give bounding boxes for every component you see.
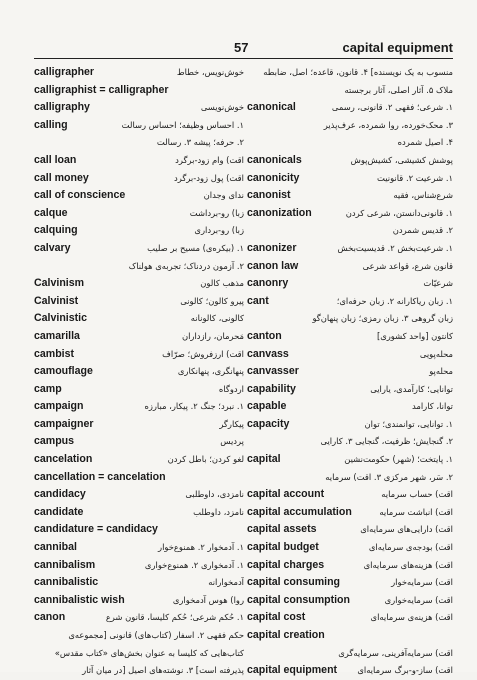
definition: ۱. حُکم شرعی؛ حُکم کلیسا، قانون شرع [105, 612, 244, 623]
right-column [247, 64, 453, 680]
dictionary-entry [34, 592, 244, 610]
definition: ۱. آدمخوار ۲. همنوع‌خوار [158, 542, 244, 553]
dictionary-entry [34, 662, 244, 680]
dictionary-entry [34, 170, 244, 188]
headword: capital charges [247, 558, 325, 571]
dictionary-entry [247, 64, 453, 82]
definition: پیرو کالون؛ کالونی [180, 295, 244, 306]
headword: capital [247, 453, 281, 466]
headword: call money [34, 171, 89, 184]
definition: توانا، کارامد [411, 401, 453, 412]
definition: شرعیّات [423, 278, 453, 289]
definition: ۲. آزمون دردناک؛ تجربه‌ی هولناک [128, 260, 244, 271]
definition: مَحرمان، رازداران [181, 330, 244, 341]
definition: ۱. آدمخواری ۲. همنوع‌خواری [144, 559, 244, 570]
headword: cannibalism [34, 558, 96, 571]
definition: ندای وجدان [203, 190, 244, 201]
dictionary-entry [247, 328, 453, 346]
dictionary-entry [247, 416, 453, 434]
headword: canonization [247, 206, 312, 219]
page-header [34, 40, 453, 58]
dictionary-entry [34, 275, 244, 293]
dictionary-entry [247, 310, 453, 328]
dictionary-entry [247, 222, 453, 240]
dictionary-entry [34, 557, 244, 575]
definition: قانون شرع، قواعد شرعی [362, 260, 453, 271]
headword: canonist [247, 189, 291, 202]
page-number: 57 [234, 40, 249, 55]
dictionary-entry [247, 539, 453, 557]
dictionary-entry [247, 381, 453, 399]
dictionary-entry [247, 170, 453, 188]
dictionary-entry [247, 346, 453, 364]
definition: کانتون [واحد کشوری] [376, 330, 453, 341]
headword: candidacy [34, 488, 86, 501]
dictionary-entry [34, 187, 244, 205]
headword: Calvinistic [34, 312, 87, 325]
definition: پنهانگری، پنهانکاری [177, 366, 244, 377]
definition: اقت) سرمایه‌خواری [384, 594, 453, 605]
definition: ۱. شرعی؛ فقهی ۲. قانونی، رسمی [331, 102, 453, 113]
headword: calligraphy [34, 101, 90, 114]
definition: اقت) هزینه‌ی سرمایه‌ای [370, 612, 453, 623]
definition: ۲. گنجایش؛ ظرفیت، گنجایی ۳. کارایی [320, 436, 453, 447]
headword: candidature = candidacy [34, 523, 158, 536]
dictionary-entry [34, 64, 244, 82]
headword: cannibalistic [34, 576, 99, 589]
definition: ۱. شرعیت ۲. قانونیت [377, 172, 453, 183]
definition: زبا) رو-برداشت [189, 207, 244, 218]
dictionary-entry [34, 222, 244, 240]
dictionary-entry [34, 363, 244, 381]
definition: خوش‌نویس، خطاط [176, 67, 244, 77]
definition: اقت) انباشت سرمایه [379, 506, 453, 517]
definition: اقت) سرمایه‌آفرینی، سرمایه‌گری [338, 647, 453, 658]
definition: اقت) وام زود-برگرد [175, 154, 244, 165]
dictionary-entry [247, 469, 453, 487]
definition: ۱. توانایی، توانمندی؛ توان [364, 418, 453, 429]
definition: پذیرفته است] ۳. نوشته‌های اصیل [در میان آثار [82, 665, 244, 676]
dictionary-entry [34, 504, 244, 522]
headword: calling [34, 118, 68, 131]
definition: پوشش کشیشی، کشیش‌پوش [350, 154, 453, 165]
definition: اقت) پول زود-برگرد [173, 172, 244, 183]
definition: ۱. نبرد؛ جنگ ۲. پیکار، مبارزه [144, 401, 244, 412]
dictionary-entry [247, 627, 453, 645]
definition: اقت) حساب سرمایه [381, 489, 453, 500]
headword: canonizer [247, 241, 297, 254]
dictionary-entry [247, 504, 453, 522]
dictionary-entry [34, 346, 244, 364]
dictionary-entry [247, 134, 453, 152]
definition: لغو کردن؛ باطل کردن [167, 454, 244, 465]
headword: camouflage [34, 365, 93, 378]
dictionary-entry [34, 152, 244, 170]
dictionary-entry [34, 293, 244, 311]
headword: call loan [34, 153, 77, 166]
definition: محله‌پو [429, 366, 453, 377]
definition: ۱. زبان ریاکارانه ۲. زبان حرفه‌ای؛ [336, 295, 453, 306]
dictionary-entry [247, 662, 453, 680]
definition: اردوگاه [218, 383, 244, 394]
headword: capital accumulation [247, 505, 352, 518]
headword: capable [247, 400, 287, 413]
dictionary-entry [247, 609, 453, 627]
headword: cannibal [34, 541, 77, 554]
dictionary-entry [34, 486, 244, 504]
headword: capability [247, 382, 296, 395]
dictionary-entry [34, 381, 244, 399]
definition: روا) هوس آدمخواری [172, 594, 244, 605]
headword: canon [34, 611, 66, 624]
dictionary-entry [247, 187, 453, 205]
definition: زبا) رو-برداری [194, 225, 244, 236]
headword: cancelation [34, 453, 93, 466]
definition: ۱. قانونی‌دانستن، شرعی کردن [345, 207, 453, 218]
dictionary-entry [34, 310, 244, 328]
definition: توانایی؛ کارآمدی، یارایی [370, 383, 453, 394]
headword: Calvinist [34, 294, 79, 307]
dictionary-entry [34, 82, 244, 100]
headword: canonry [247, 277, 289, 290]
definition: مذهب کالون [200, 278, 244, 289]
dictionary-entry [247, 363, 453, 381]
dictionary-entry [34, 469, 244, 487]
dictionary-entry [34, 398, 244, 416]
dictionary-entry [34, 539, 244, 557]
headword: candidate [34, 505, 84, 518]
definition: آدمخوارانه [208, 577, 244, 588]
headword: calligrapher [34, 66, 95, 78]
definition: اقت) بودجه‌ی سرمایه‌ای [368, 542, 453, 553]
definition: ۱. احساس وظیفه؛ احساس رسالت [121, 119, 244, 130]
definition: ۲. حرفه؛ پیشه ۳. رسالت [156, 137, 244, 148]
dictionary-entry [247, 557, 453, 575]
headword: calque [34, 206, 68, 219]
definition: کتاب‌هایی که کلیسا به عنوان بخش‌های «کتاب مقدس» [54, 647, 244, 658]
definition: اقت) سرمایه‌خوار [391, 577, 453, 588]
headword: Calvinism [34, 277, 85, 290]
headword: calvary [34, 241, 71, 254]
headword: call of conscience [34, 189, 126, 202]
dictionary-entry [34, 433, 244, 451]
definition: اقت) ساز-و-برگ سرمایه‌ای [357, 665, 453, 676]
definition: ۱. پایتخت؛ (شهر) حکومت‌نشین [344, 454, 453, 465]
headword: camp [34, 382, 62, 395]
definition: خوش‌نویسی [200, 102, 244, 113]
headword: canonicity [247, 171, 300, 184]
definition: پیکارگر [219, 418, 244, 429]
dictionary-entry [247, 205, 453, 223]
dictionary-entry [34, 645, 244, 663]
headword: canvass [247, 347, 289, 360]
dictionary-entry [34, 99, 244, 117]
dictionary-entry [247, 152, 453, 170]
headword: cancellation = cancelation [34, 470, 166, 483]
dictionary-entry [247, 433, 453, 451]
headword: capital account [247, 488, 325, 501]
definition: ۱. (بیکره‌ی) مسیح بر صلیب [147, 242, 244, 253]
headword: canonicals [247, 153, 302, 166]
dictionary-entry [34, 117, 244, 135]
headword: camarilla [34, 329, 80, 342]
headword: campaigner [34, 417, 94, 430]
dictionary-entry [247, 398, 453, 416]
dictionary-entry [247, 293, 453, 311]
left-column [34, 64, 244, 680]
dictionary-entry [247, 82, 453, 100]
headword: campus [34, 435, 75, 448]
headword: canvasser [247, 365, 299, 378]
definition: ۲. سَر، شهر مرکزی ۳. اقت) سرمایه [325, 471, 453, 482]
dictionary-entry [34, 451, 244, 469]
headword: campaign [34, 400, 84, 413]
dictionary-entry [247, 117, 453, 135]
headword: capital budget [247, 541, 319, 554]
dictionary-entry [247, 451, 453, 469]
dictionary-entry [34, 521, 244, 539]
dictionary-entry [34, 240, 244, 258]
dictionary-entry [34, 609, 244, 627]
dictionary-entry [34, 416, 244, 434]
dictionary-entry [247, 99, 453, 117]
headword: capital creation [247, 629, 325, 641]
dictionary-entry [247, 521, 453, 539]
headword: canton [247, 329, 282, 342]
definition: ۱. شرعیت‌بخش ۲. قدیسیت‌بخش [337, 242, 453, 253]
dictionary-entry [247, 240, 453, 258]
dictionary-entry [247, 258, 453, 276]
definition: شرع‌شناس، فقیه [393, 190, 453, 201]
dictionary-entry [34, 134, 244, 152]
definition: نامزد، داوطلب [193, 506, 244, 517]
dictionary-entry [247, 275, 453, 293]
definition: ۴. اصیل شمرده [397, 137, 453, 148]
definition: اقت) هزینه‌های سرمایه‌ای [363, 559, 453, 570]
definition: ملاک ۵. آثار اصلی، آثار برجسته [344, 84, 453, 95]
dictionary-entry [34, 205, 244, 223]
definition: پردیس [220, 436, 244, 447]
header-rule [34, 58, 453, 59]
running-head: capital equipment [342, 40, 453, 55]
dictionary-entry [34, 328, 244, 346]
definition: حکم فقهی ۲. اسفار (کتاب‌های) قانونی [مجموعه‌ی [68, 630, 244, 640]
definition: اقت) دارایی‌های سرمایه‌ای [360, 524, 453, 535]
headword: capacity [247, 417, 290, 430]
dictionary-entry [247, 574, 453, 592]
definition: محله‌پویی [419, 348, 453, 359]
definition: اقت) ارزفروش؛ صرّاف [162, 348, 244, 359]
definition: ۳. محک‌خورده، روا شمرده، عرف‌پذیر [323, 119, 453, 130]
headword: calligraphist = calligrapher [34, 83, 169, 96]
headword: calquing [34, 224, 78, 237]
headword: canon law [247, 259, 299, 272]
headword: capital consuming [247, 576, 341, 589]
dictionary-entry [247, 592, 453, 610]
headword: cambist [34, 347, 75, 360]
headword: capital consumption [247, 593, 351, 606]
dictionary-entry [34, 574, 244, 592]
headword: canonical [247, 101, 296, 114]
headword: cant [247, 294, 269, 307]
dictionary-entry [34, 627, 244, 645]
definition: کالونی، کالونانه [190, 313, 244, 324]
dictionary-entry [247, 645, 453, 663]
definition: نامزدی، داوطلبی [185, 489, 244, 500]
definition: منسوب به یک نویسنده] ۴. قانون، قاعده؛ اصل، ضابطه [263, 67, 453, 77]
headword: cannibalistic wish [34, 593, 125, 606]
definition: زبان گروهی ۳. زبان رمزی؛ زبان پنهان‌گو [312, 313, 453, 324]
headword: capital cost [247, 611, 306, 624]
headword: capital equipment [247, 664, 338, 677]
definition: ۲. قدیس شمردن [392, 225, 453, 236]
headword: capital assets [247, 523, 317, 536]
dictionary-entry [34, 258, 244, 276]
dictionary-entry [247, 486, 453, 504]
